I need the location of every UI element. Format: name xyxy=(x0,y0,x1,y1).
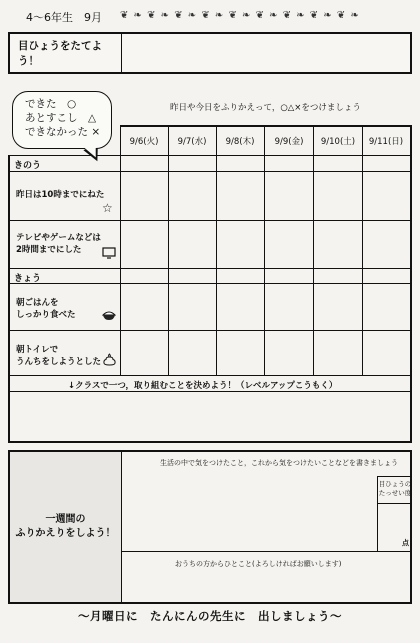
parent-comment-input[interactable] xyxy=(124,570,410,602)
row-label-sleep: 昨日は10時までにねた xyxy=(16,190,105,200)
date-header: 9/11(日) xyxy=(368,137,404,147)
parent-comment-label: おうちの方からひとこと(よろしければお願いします) xyxy=(175,560,342,568)
class-goal-input-area[interactable] xyxy=(10,393,408,439)
rice-bowl-icon xyxy=(102,309,116,324)
today-check-cells[interactable] xyxy=(120,283,410,375)
weekly-reflection-box xyxy=(8,450,412,604)
grade-month-label: 4〜6年生 9月 xyxy=(26,11,102,24)
date-header: 9/8(木) xyxy=(225,137,255,147)
legend-bubble xyxy=(12,91,112,149)
goal-box xyxy=(8,32,412,74)
row-label-screen-time: テレビやゲームなどは 2時間までにした xyxy=(16,233,101,255)
date-header: 9/9(金) xyxy=(274,137,304,147)
date-header: 9/10(土) xyxy=(320,137,356,147)
goal-label: 目ひょうをたてよう！ xyxy=(10,34,122,72)
points-unit: 点 xyxy=(402,539,409,547)
legend-almost: あとすこし △ xyxy=(25,112,97,124)
section-today: きょう xyxy=(14,274,42,284)
reflection-instruction: 生活の中で気をつけたこと，これから気をつけたいことなどを書きましょう xyxy=(160,459,398,467)
row-label-toilet: 朝トイレで うんちをしようとした xyxy=(16,345,102,367)
tv-icon xyxy=(102,247,116,262)
reflection-input-area[interactable] xyxy=(124,472,374,548)
star-icon: ☆ xyxy=(102,201,113,215)
legend-done: できた ○ xyxy=(25,98,77,110)
row-label-breakfast: 朝ごはんを しっかり食べた xyxy=(16,298,76,320)
footer-instruction: 〜月曜日に たんにんの先生に 出しましょう〜 xyxy=(78,609,342,623)
goal-input-area[interactable] xyxy=(122,34,410,72)
poop-icon xyxy=(103,353,116,369)
self-assessment-box: 目ひょうの たっせい度 点 xyxy=(377,476,412,551)
date-header: 9/7(水) xyxy=(177,137,207,147)
date-header: 9/6(火) xyxy=(129,137,159,147)
instruction-text: 昨日や今日をふりかえって，○△×をつけましょう xyxy=(170,103,361,113)
class-goal-banner: ↓クラスで一つ，取り組むことを決めよう！（レベルアップこうもく） xyxy=(68,381,338,391)
reflection-label: 一週間の ふりかえりをしよう！ xyxy=(10,452,122,602)
section-yesterday: きのう xyxy=(14,161,42,171)
decorative-vine-border: ❦ ❧ ❦ ❧ ❦ ❧ ❦ ❧ ❦ ❧ ❦ ❧ ❦ ❧ ❦ ❧ ❦ ❧ xyxy=(120,10,360,21)
checklist-grid xyxy=(8,125,412,441)
legend-not-done: できなかった × xyxy=(25,126,101,138)
yesterday-check-cells[interactable] xyxy=(120,171,410,268)
